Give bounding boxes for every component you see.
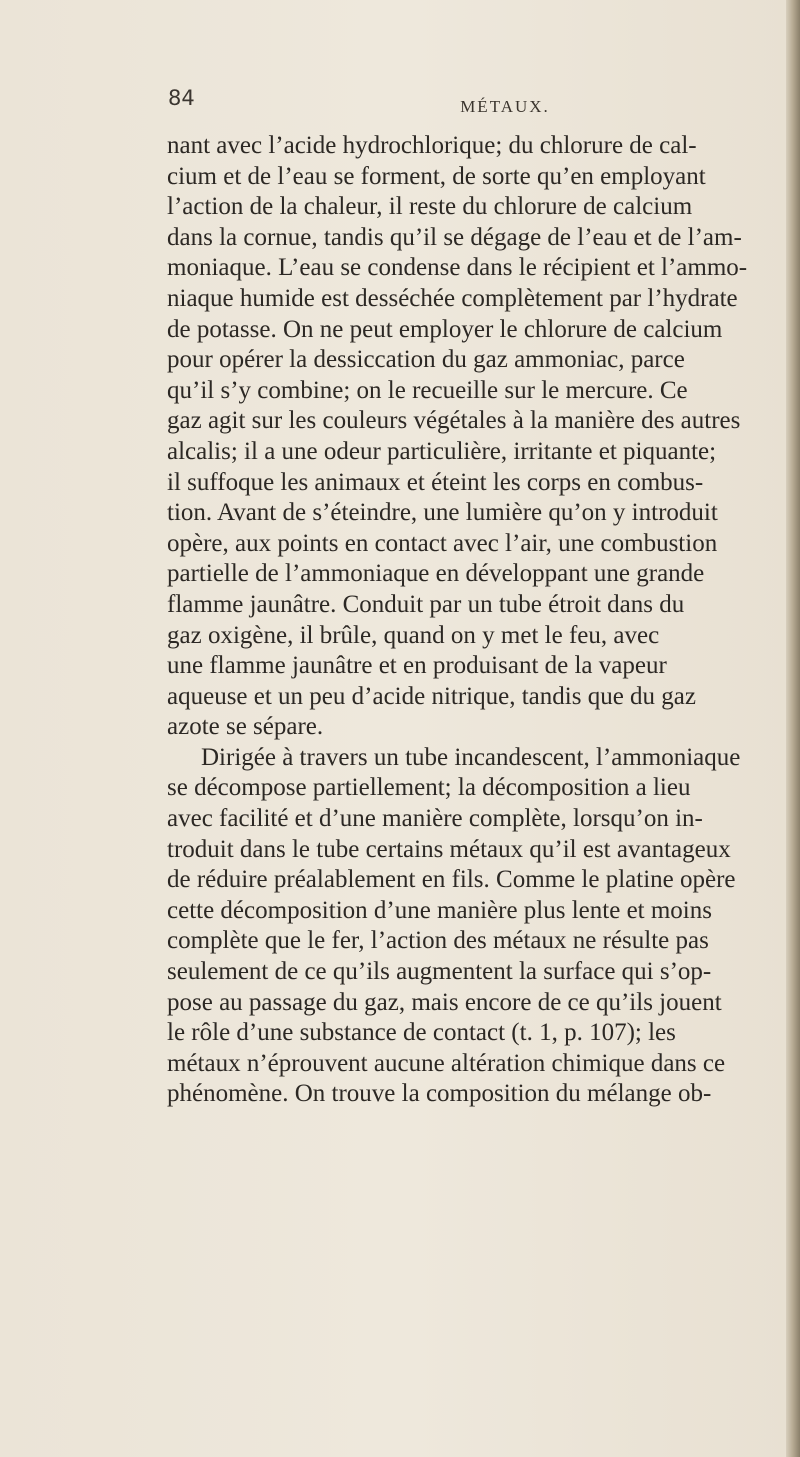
text-line: avec facilité et d’une manière complète, lorsqu’on in- — [167, 805, 703, 833]
text-line: aqueuse et un peu d’acide nitrique, tandis que du gaz — [167, 682, 696, 710]
text-line: de potasse. On ne peut employer le chlorure de calcium — [167, 315, 723, 343]
page-edge-shadow — [786, 0, 800, 1457]
text-line: nant avec l’acide hydrochlorique; du chlorure de cal- — [167, 132, 697, 159]
text-line: troduit dans le tube certains métaux qu’il est avantageux — [167, 835, 731, 863]
text-line: partielle de l’ammoniaque en développant une grande — [167, 560, 705, 588]
text-line: phénomène. On trouve la composition du mélange ob- — [167, 1080, 712, 1108]
text-line: qu’il s’y combine; on le recueille sur le mercure. Ce — [167, 376, 688, 404]
page-number: 84 — [168, 86, 195, 110]
text-line: dans la cornue, tandis qu’il se dégage de l’eau et de l’am- — [167, 223, 742, 251]
text-line: azote se sépare. — [167, 713, 324, 741]
text-line: le rôle d’une substance de contact (t. 1, p. 107); les — [167, 1019, 676, 1047]
body-text — [167, 131, 800, 1110]
text-line: de réduire préalablement en fils. Comme le platine opère — [167, 866, 736, 894]
text-line: opère, aux points en contact avec l’air, une combustion — [167, 529, 718, 557]
text-line: cette décomposition d’une manière plus lente et moins — [167, 896, 712, 924]
text-line: pour opérer la dessiccation du gaz ammoniac, parce — [167, 346, 685, 374]
text-line: cium et de l’eau se forment, de sorte qu’en employant — [167, 162, 706, 190]
text-line: gaz oxigène, il brûle, quand on y met le feu, avec — [167, 621, 660, 649]
text-line: alcalis; il a une odeur particulière, irritante et piquante; — [167, 437, 717, 465]
running-head: MÉTAUX. — [460, 97, 550, 116]
paragraph-start-line: Dirigée à travers un tube incandescent, l’ammoniaque — [201, 743, 741, 771]
text-line: tion. Avant de s’éteindre, une lumière qu’on y introduit — [167, 499, 718, 527]
text-line: l’action de la chaleur, il reste du chlorure de calcium — [167, 193, 693, 221]
text-line: moniaque. L’eau se condense dans le récipient et l’ammo- — [167, 254, 748, 282]
text-line: gaz agit sur les couleurs végétales à la manière des autres — [167, 407, 741, 435]
text-line: flamme jaunâtre. Conduit par un tube étroit dans du — [167, 590, 685, 618]
text-line: il suffoque les animaux et éteint les corps en combus- — [167, 468, 704, 496]
text-line: métaux n’éprouvent aucune altération chimique dans ce — [167, 1049, 726, 1077]
text-line: pose au passage du gaz, mais encore de ce qu’ils jouent — [167, 988, 722, 1016]
text-line: complète que le fer, l’action des métaux ne résulte pas — [167, 927, 709, 955]
text-line: se décompose partiellement; la décomposition a lieu — [167, 774, 691, 802]
text-line: une flamme jaunâtre et en produisant de la vapeur — [167, 652, 667, 680]
text-line: seulement de ce qu’ils augmentent la surface qui s’op- — [167, 958, 712, 986]
text-line: niaque humide est desséchée complètement par l’hydrate — [167, 284, 738, 312]
